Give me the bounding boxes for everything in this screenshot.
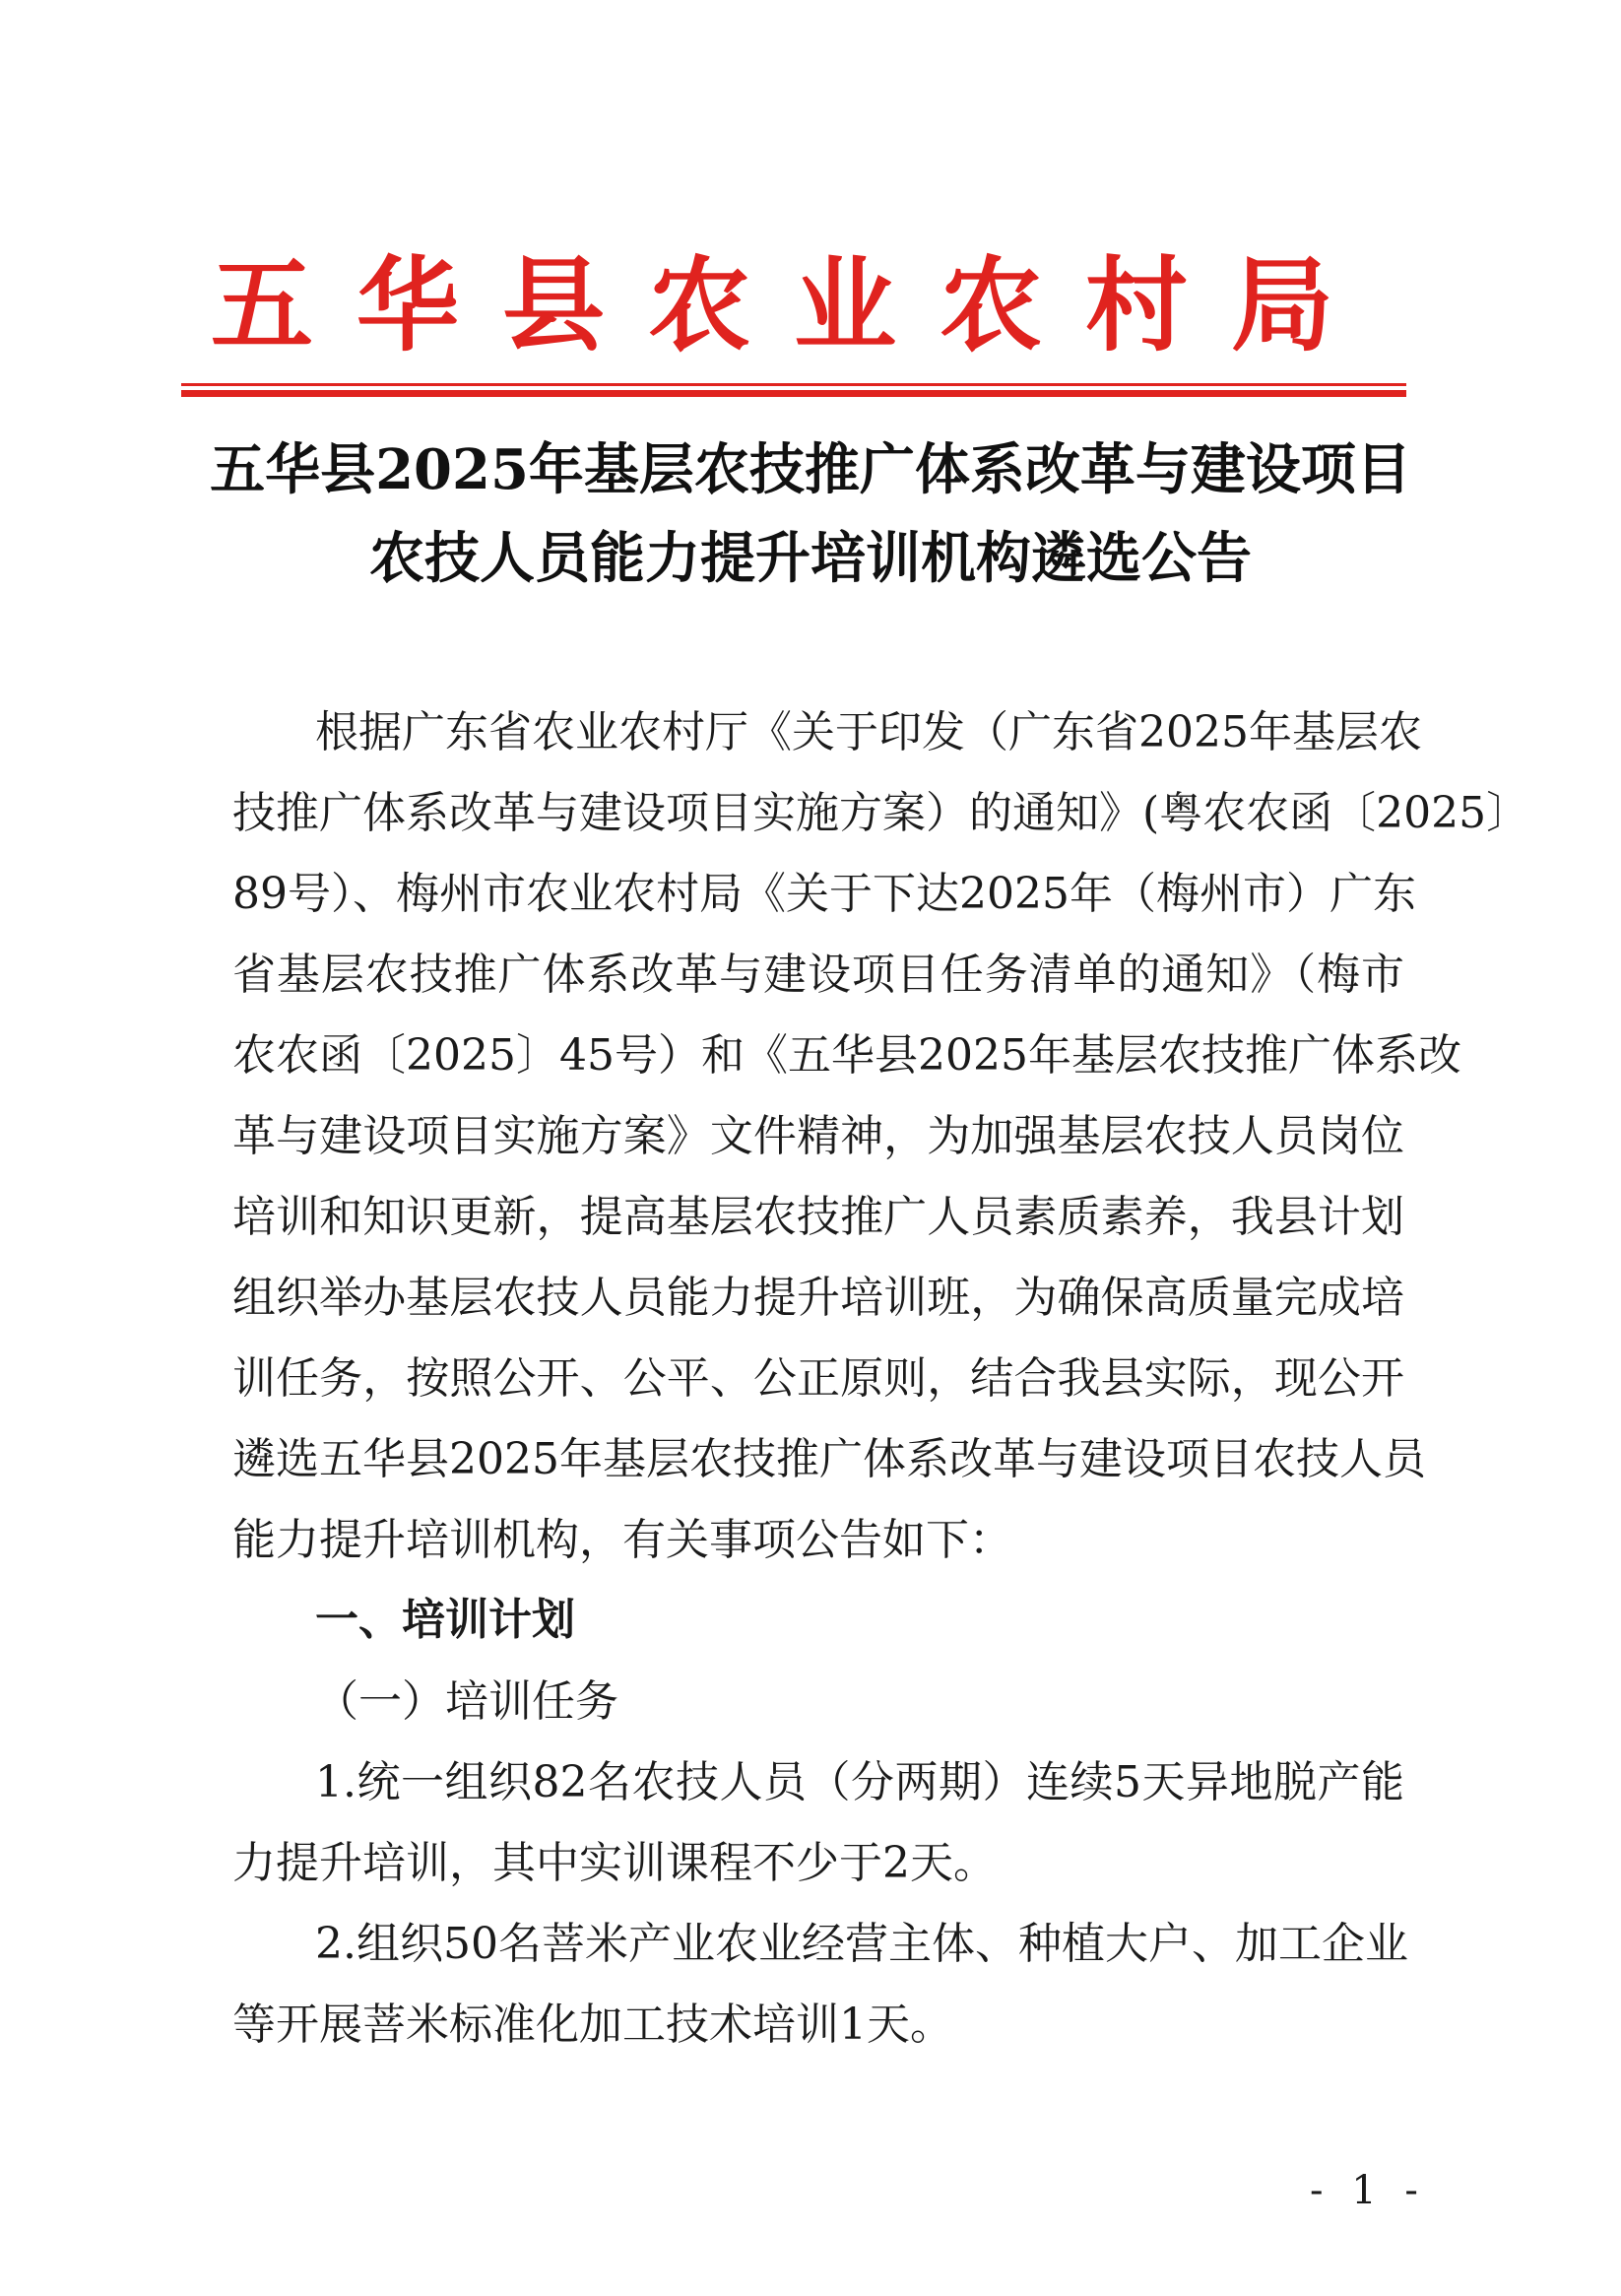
body-line: 革与建设项目实施方案》文件精神，为加强基层农技人员岗位 <box>232 1111 1404 1161</box>
body-line: 农农函〔2025〕45号）和《五华县2025年基层农技推广体系改 <box>232 1030 1461 1081</box>
item-line: 2.组织50名菩米产业农业经营主体、种植大户、加工企业 <box>315 1919 1408 1969</box>
body-line: 培训和知识更新，提高基层农技推广人员素质素养，我县计划 <box>232 1192 1404 1242</box>
body-line: 根据广东省农业农村厅《关于印发（广东省2025年基层农 <box>315 707 1422 757</box>
item-line: 力提升培训，其中实训课程不少于2天。 <box>232 1838 997 1888</box>
item-line: 等开展菩米标准化加工技术培训1天。 <box>232 2000 953 2050</box>
body-line: 遴选五华县2025年基层农技推广体系改革与建设项目农技人员 <box>232 1434 1426 1484</box>
body-line: 技推广体系改革与建设项目实施方案）的通知》(粤农农函〔2025〕 <box>232 788 1530 838</box>
section-heading: 一、培训计划 <box>315 1595 575 1645</box>
page-number: - 1 - <box>1310 2168 1426 2213</box>
letterhead: 五华县农业农村局 <box>210 244 1377 365</box>
body-line: 组织举办基层农技人员能力提升培训班，为确保高质量完成培 <box>232 1273 1404 1323</box>
body-line: 省基层农技推广体系改革与建设项目任务清单的通知》（梅市 <box>232 950 1404 1000</box>
body-line: 89号）、梅州市农业农村局《关于下达2025年（梅州市）广东 <box>232 869 1416 919</box>
red-rule-thick <box>181 390 1406 397</box>
document-title-line-1: 五华县2025年基层农技推广体系改革与建设项目 <box>210 437 1411 502</box>
body-line: 训任务，按照公开、公平、公正原则，结合我县实际，现公开 <box>232 1353 1404 1404</box>
body-line: 能力提升培训机构，有关事项公告如下： <box>232 1515 1012 1565</box>
document-title-line-2: 农技人员能力提升培训机构遴选公告 <box>369 526 1252 591</box>
letterhead-red-rule <box>181 383 1406 399</box>
red-rule-thin <box>181 383 1406 386</box>
item-line: 1.统一组织82名农技人员（分两期）连续5天异地脱产能 <box>315 1757 1404 1807</box>
subsection-heading: （一）培训任务 <box>315 1676 618 1727</box>
